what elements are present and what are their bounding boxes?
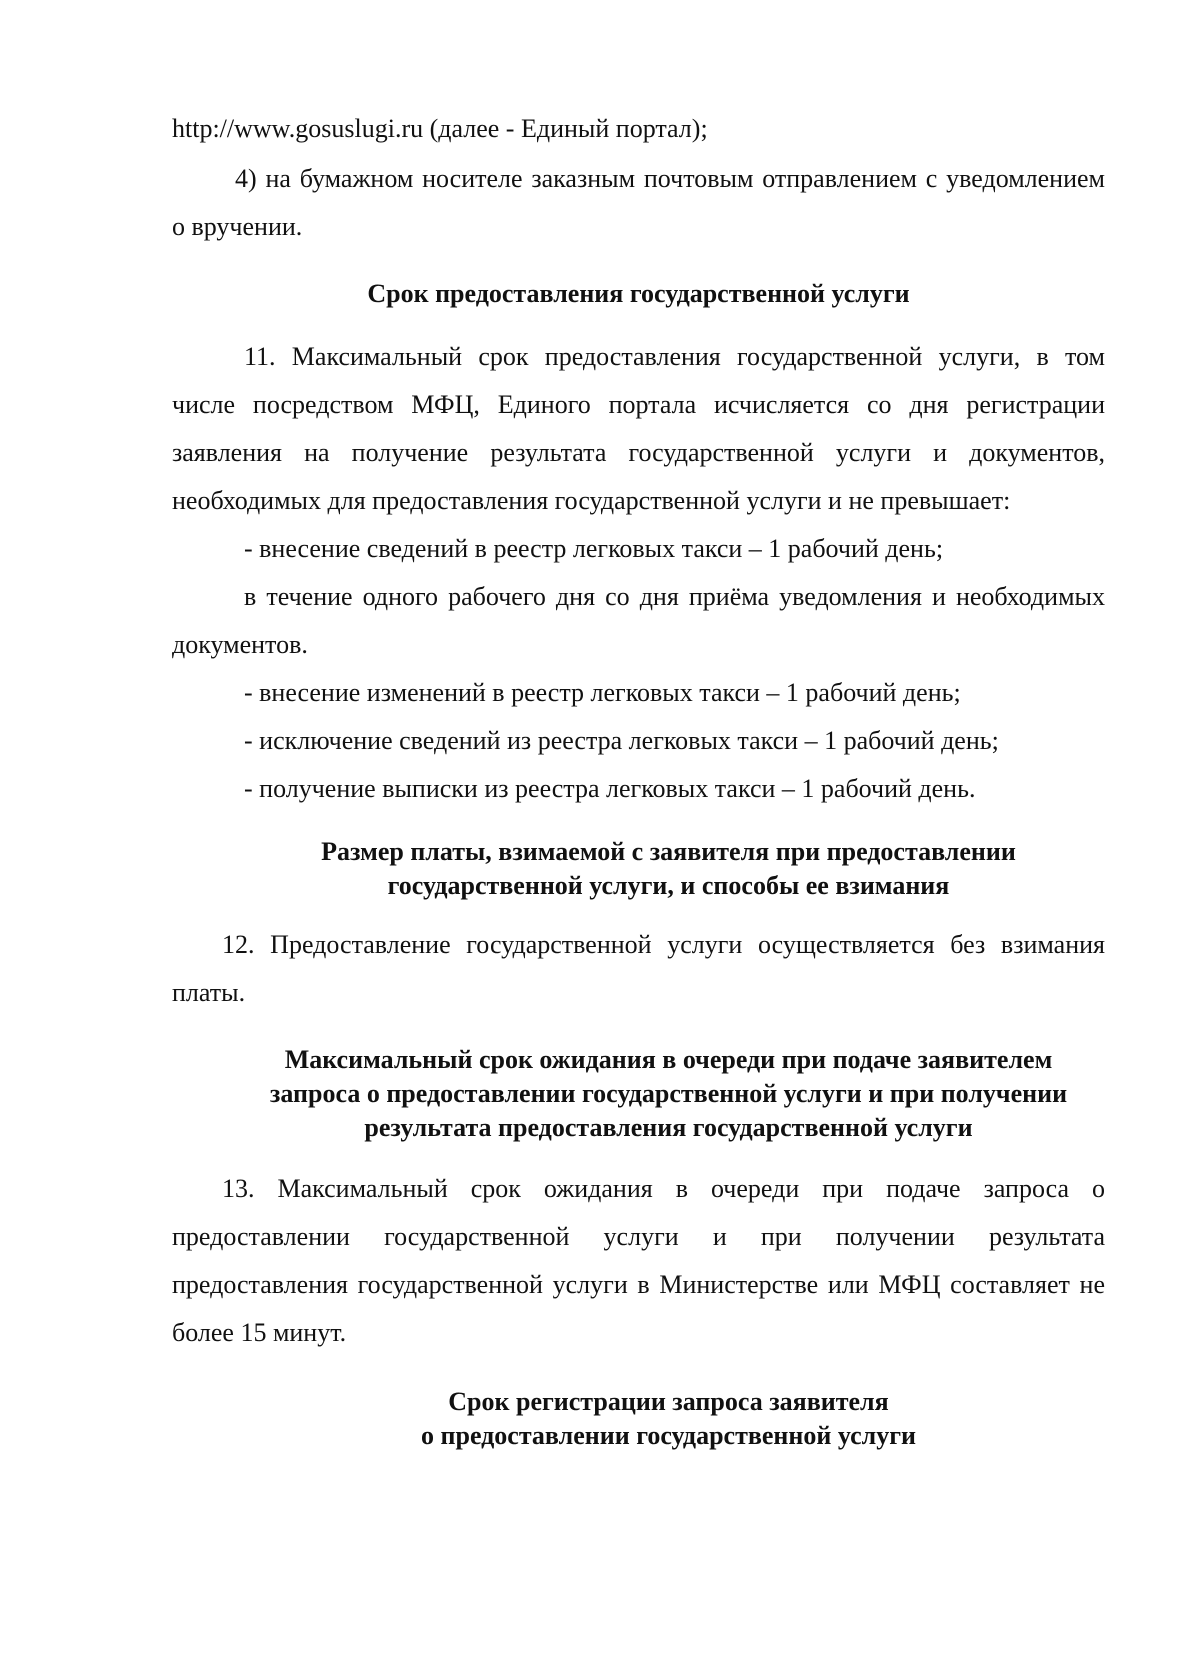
heading-registration [172, 1385, 1105, 1453]
heading-queue-line-1: Максимальный срок ожидания в очереди при подаче заявителем [284, 1045, 1053, 1074]
bullet-registry-exclusion: - исключение сведений из реестра легковых такси – 1 рабочий день; [244, 726, 999, 755]
bullet-registry-changes: - внесение изменений в реестр легковых такси – 1 рабочий день; [244, 678, 961, 707]
paragraph-within-day: в течение одного рабочего дня со дня приёма уведомления и необходимых документов. [172, 582, 1105, 659]
paragraph-13: 13. Максимальный срок ожидания в очереди при подаче запроса о предоставлении государственной услуги и при получении результата предоставления государственной услуги в Министерстве или МФЦ составляет не более 15 минут. [172, 1174, 1105, 1347]
heading-queue-line-3: результата предоставления государственной услуги [364, 1113, 973, 1142]
item-4-paragraph: 4) на бумажном носителе заказным почтовым отправлением с уведомлением о вручении. [172, 164, 1105, 241]
heading-queue-line-2: запроса о предоставлении государственной услуги и при получении [269, 1079, 1068, 1108]
paragraph-12: 12. Предоставление государственной услуги осуществляется без взимания платы. [172, 930, 1105, 1007]
heading-term-text: Срок предоставления государственной услуги [367, 279, 910, 308]
bullet-registry-extract: - получение выписки из реестра легковых такси – 1 рабочий день. [244, 774, 976, 803]
portal-line: http://www.gosuslugi.ru (далее - Единый портал); [172, 114, 708, 143]
heading-registration-line-1: Срок регистрации запроса заявителя [448, 1387, 889, 1416]
paragraph-11: 11. Максимальный срок предоставления государственной услуги, в том числе посредством МФЦ, Единого портала исчисляется со дня регистрации заявления на получение результата государственной услуги и документов, необходимых для предоставления государственной услуги и не превышает: [172, 342, 1105, 515]
heading-fee-line-2: государственной услуги, и способы ее взимания [387, 871, 950, 900]
heading-fee [172, 835, 1105, 903]
heading-term [172, 277, 1105, 311]
bullet-registry-entry: - внесение сведений в реестр легковых такси – 1 рабочий день; [244, 534, 944, 563]
heading-fee-line-1: Размер платы, взимаемой с заявителя при предоставлении [321, 837, 1016, 866]
heading-registration-line-2: о предоставлении государственной услуги [421, 1421, 916, 1450]
heading-queue [172, 1043, 1105, 1145]
